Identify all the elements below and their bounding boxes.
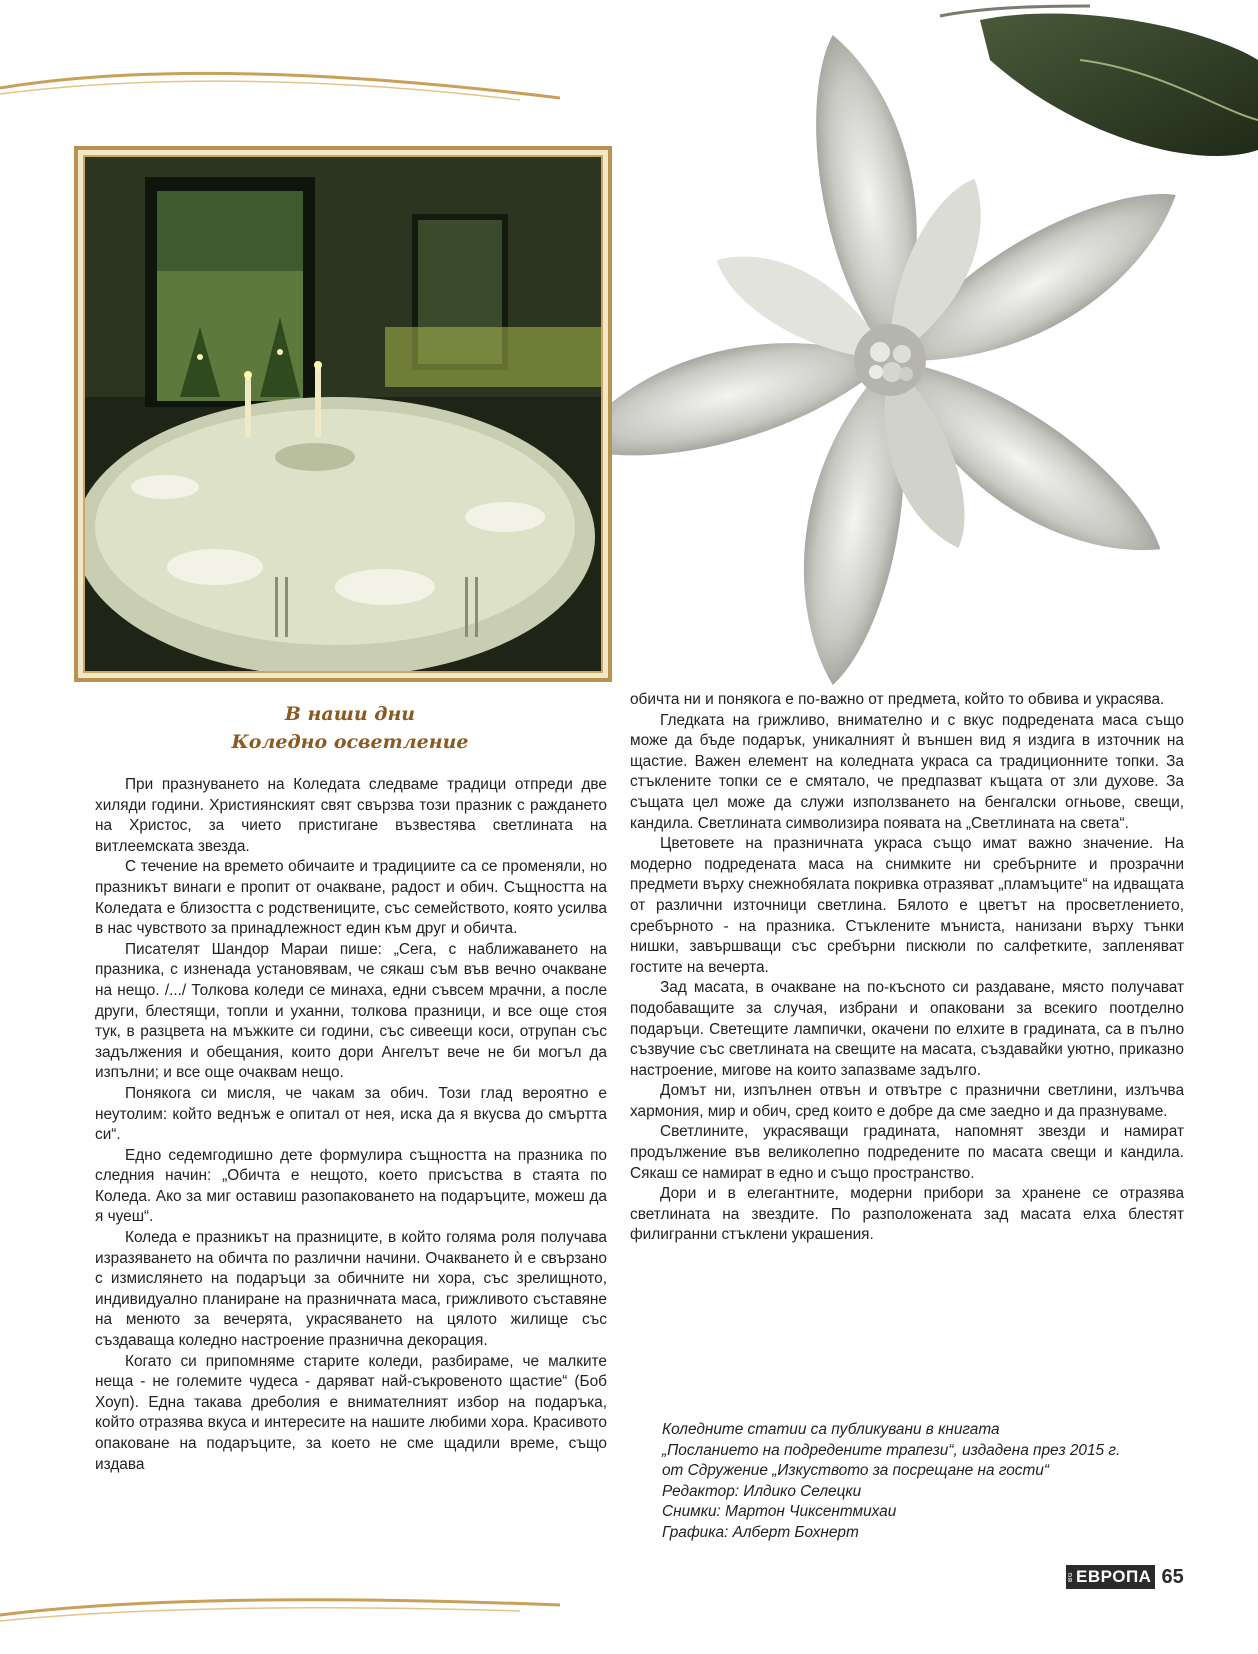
heading-line-2: Коледно осветление bbox=[231, 731, 469, 753]
dining-table-photo bbox=[83, 155, 603, 673]
paragraph: При празнуването на Коледата следваме традици отпреди две хиляди години. Християнският свят свързва този празник с раждането на Христос, за чието пристигане възвестява светлината на витлеемската звезда. bbox=[95, 776, 607, 855]
paragraph: Цветовете на празничната украса също имат важно значение. На модерно подредената маса на снимките ни сребърните и прозрачни предмети върху снежнобялата покривка отразяват „пламъците“ на идващата от различни източници светлина. Бялото е цветът на просветлението, сребърното - на празника. Стъклените мъниста, нанизани върху тънки нишки, завършващи със сребърни пискюли по салфетките, запленяват гостите на вечерта. bbox=[630, 835, 1184, 976]
paragraph: С течение на времето обичаите и традициите са се променяли, но празникът винаги е пропит от очакване, радост и обич. Същността на Коледата е близостта с родствениците, със семейството, която усилва в нас чувството за принадлежност един към друг и обичта. bbox=[95, 858, 607, 938]
credit-line: Снимки: Мартон Чиксентмихаи bbox=[662, 1503, 897, 1521]
logo-tag: BG bbox=[1068, 1572, 1074, 1582]
page-number: 65 bbox=[1161, 1565, 1184, 1588]
paragraph: Дори и в елегантните, модерни прибори за хранене се отразява светлината на звездите. По разположената зад масата елха блестят филигранни стъклени украшения. bbox=[630, 1185, 1184, 1244]
gold-swoosh-top bbox=[0, 58, 560, 128]
magazine-logo bbox=[1066, 1565, 1155, 1589]
footer-brand bbox=[1066, 1562, 1184, 1592]
section-heading bbox=[150, 700, 550, 756]
gold-swoosh-bottom bbox=[0, 1575, 560, 1645]
dining-table-photo-frame bbox=[74, 146, 612, 682]
paragraph: Гледката на грижливо, внимателно и с вкус подредената маса също може да бъде подарък, уникалният ѝ външен вид я издига в източник на щастие. Важен елемент на коледната украса са традиционните топки. За стъклените топки се е смятало, че предпазват къщата от зли духове. За същата цел може да служи използването на бенгалски огньове, свещи, кандила. Светлината символизира появата на „Светлината на света“. bbox=[630, 711, 1184, 832]
article-column-right bbox=[630, 690, 1184, 1246]
paragraph: Когато си припомняме старите коледи, разбираме, че малките неща - не големите чудеса - даряват най-съкровеното щастие“ (Боб Хоуп). Една такава дреболия е внимателният избор на подаръка, който отразява вкуса и интересите на нашите любими хора. Красивото опаковане на подаръците, за което не сме щадили време, също издава bbox=[95, 1352, 607, 1473]
paragraph: Писателят Шандор Мараи пише: „Сега, с наближаването на празника, с изненада установявам, че сякаш съм във вечно очакване на нещо. /.../ Толкова коледи се минаха, едни съвсем мрачни, а после други, блестящи, топли и уханни, толкова празници, и все още стоя тук, в разцвета на мъжките си години, със сивеещи коси, отрупан със задължения и обещания, които дори Ангелът вече не би могъл да изпълни; и все още очаквам нещо. bbox=[95, 940, 607, 1082]
credit-line: Графика: Алберт Бохнерт bbox=[662, 1523, 859, 1541]
heading-line-1: В наши дни bbox=[284, 703, 416, 725]
paragraph: Светлините, украсяващи градината, напомнят звезди и намират продължение във великолепно подредените по масата свещи и кандила. Сякаш се намират в едно и също пространство. bbox=[630, 1123, 1184, 1182]
paragraph-continuation: обичта ни и понякога е по-важно от предмета, който то обвива и украсява. bbox=[630, 691, 1165, 708]
article-column-left bbox=[95, 775, 607, 1475]
paragraph: Едно седемгодишно дете формулира същността на празника по следния начин: „Обичта е нещото, което присъства в стаята по Коледа. Ако за миг оставиш разопаковането на подаръците, можеш да я чуеш“. bbox=[95, 1146, 607, 1226]
credit-line: Редактор: Илдико Селецки bbox=[662, 1482, 862, 1500]
book-credits bbox=[662, 1420, 1202, 1544]
credit-line: Коледните статии са публикувани в книгата bbox=[662, 1421, 1000, 1438]
silver-poinsettia-image bbox=[560, 0, 1258, 690]
magazine-name: ЕВРОПА bbox=[1076, 1567, 1152, 1586]
credit-line: „Посланието на подредените трапези“, издадена през 2015 г. bbox=[662, 1441, 1121, 1459]
paragraph: Коледа е празникът на празниците, в който голяма роля получава изразяването на обичта по различни начини. Очакването ѝ е свързано с измислянето на подаръци за обичните ни хора, със зрелищното, индивидуално планиране на празничната маса, грижливото съставяне на менюто за вечерята, украсяването на цялото жилище със създаваща коледно настроение празнична декорация. bbox=[95, 1229, 607, 1350]
paragraph: Домът ни, изпълнен отвън и отвътре с празнични светлини, излъчва хармония, мир и обич, сред които е добре да сме заедно и да празнуваме. bbox=[630, 1082, 1184, 1120]
paragraph: Зад масата, в очакване на по-късното си раздаване, място получават подобаващите за случая, избрани и опаковани за всекиго поотделно подаръци. Светещите лампички, окачени по елхите в градината, са в пълно съзвучие със светлината на свещите на масата, създавайки уютно, приказно настроение, мигове на които запазваме задълго. bbox=[630, 979, 1184, 1079]
paragraph: Понякога си мисля, че чакам за обич. Този глад вероятно е неутолим: който веднъж е опитал от нея, иска да я вкусва до смъртта си“. bbox=[95, 1084, 607, 1144]
credit-line: от Сдружение „Изкуството за посрещане на гости“ bbox=[662, 1462, 1049, 1480]
